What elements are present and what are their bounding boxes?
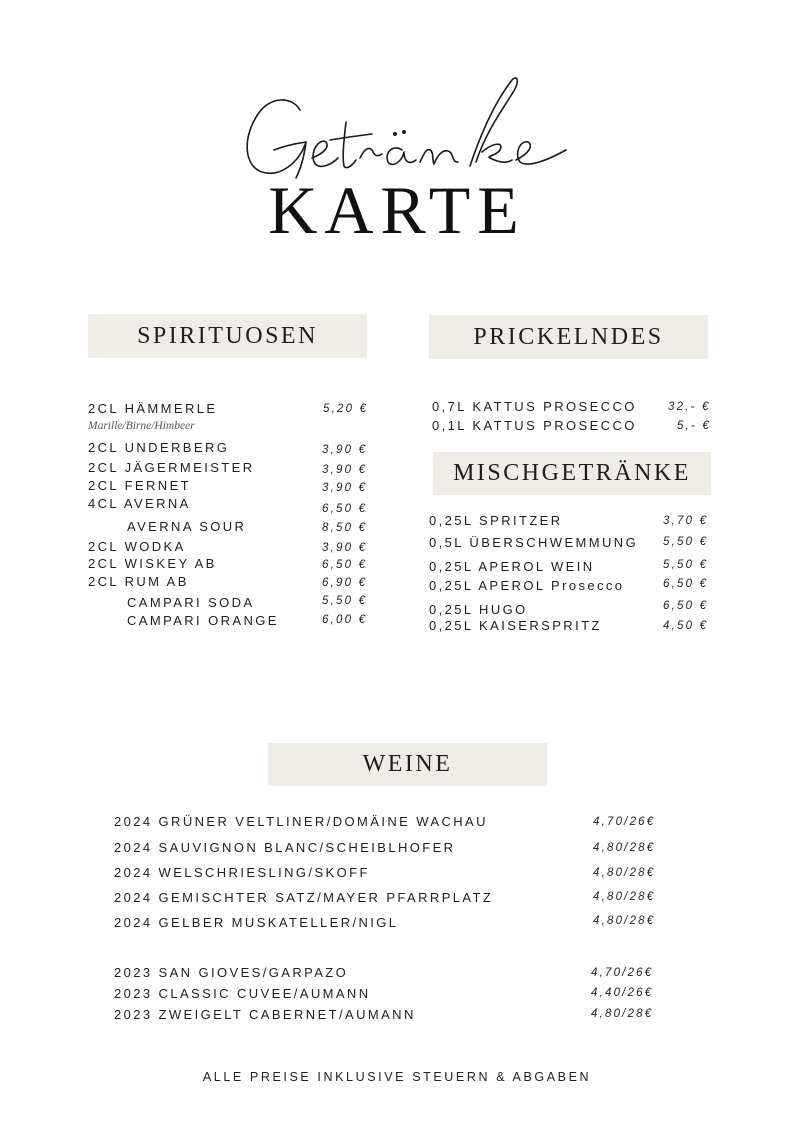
wine-item-price: 4,40/26€ [591,987,654,999]
menu-item-name: 2CL WISKEY AB [88,556,217,571]
menu-item-name: 2CL HÄMMERLE [88,401,218,416]
menu-item-price: 4,50 € [663,620,709,632]
menu-item-price: 6,50 € [322,559,368,571]
menu-item-name: 0,25L APEROL Prosecco [429,578,625,593]
menu-item-price: 5,50 € [663,536,709,548]
menu-item-name: 0,25L APEROL WEIN [429,559,595,574]
menu-item-price: 32,- € [668,401,711,413]
wine-item-name: 2024 SAUVIGNON BLANC/SCHEIBLHOFER [114,840,456,855]
wine-item-price: 4,80/28€ [593,915,656,927]
menu-item-price: 5,50 € [322,595,368,607]
menu-item-name: 0,25L HUGO [429,602,528,617]
menu-item-name: 2CL UNDERBERG [88,440,230,455]
menu-item-price: 5,20 € [323,403,369,415]
section-header-spirituosen: SPIRITUOSEN [88,314,367,358]
footer-note: ALLE PREISE INKLUSIVE STEUERN & ABGABEN [202,1070,592,1084]
menu-item-price: 3,90 € [322,444,368,456]
menu-item-name: 2CL FERNET [88,478,191,493]
wine-item-name: 2023 ZWEIGELT CABERNET/AUMANN [114,1007,416,1022]
menu-item-name: 0,5L ÜBERSCHWEMMUNG [429,535,639,550]
menu-item-name: 0,1L KATTUS PROSECCO [432,418,637,433]
menu-item-name: 0,25L SPRITZER [429,513,563,528]
menu-item-name: 4CL AVERNA [88,496,191,511]
menu-item-name: AVERNA SOUR [127,519,247,534]
menu-item-price: 8,50 € [322,522,368,534]
menu-item-name: 2CL JÄGERMEISTER [88,460,255,475]
menu-item-price: 6,00 € [322,614,368,626]
wine-item-price: 4,70/26€ [593,816,656,828]
menu-item-name: 2CL WODKA [88,539,186,554]
menu-item-price: 3,70 € [663,515,709,527]
menu-item-name: 0,7L KATTUS PROSECCO [432,399,637,414]
menu-item-price: 6,50 € [663,600,709,612]
menu-item-name: CAMPARI SODA [127,595,255,610]
wine-item-price: 4,80/28€ [593,891,656,903]
menu-item-name: 2CL RUM AB [88,574,189,589]
section-header-weine: WEINE [268,743,547,786]
wine-item-name: 2024 WELSCHRIESLING/SKOFF [114,865,370,880]
wine-item-price: 4,80/28€ [593,842,656,854]
section-header-prickelndes: PRICKELNDES [429,315,708,359]
menu-item-price: 6,90 € [322,577,368,589]
menu-item-note: Marille/Birne/Himbeer [88,420,195,432]
wine-item-name: 2023 CLASSIC CUVEE/AUMANN [114,986,371,1001]
menu-item-price: 3,90 € [322,542,368,554]
section-header-mischgetraenke: MISCHGETRÄNKE [433,452,711,495]
menu-item-name: CAMPARI ORANGE [127,613,279,628]
wine-item-name: 2024 GRÜNER VELTLINER/DOMÄINE WACHAU [114,814,488,829]
menu-item-name: 0,25L KAISERSPRITZ [429,618,602,633]
main-title: KARTE [268,172,526,248]
wine-item-name: 2023 SAN GIOVES/GARPAZO [114,965,349,980]
menu-item-price: 6,50 € [663,578,709,590]
menu-item-price: 3,90 € [322,464,368,476]
menu-item-price: 5,50 € [663,559,709,571]
menu-item-price: 5,- € [677,420,712,432]
wine-item-price: 4,80/28€ [593,867,656,879]
wine-item-price: 4,80/28€ [591,1008,654,1020]
menu-item-price: 3,90 € [322,482,368,494]
wine-item-name: 2024 GELBER MUSKATELLER/NIGL [114,915,399,930]
menu-item-price: 6,50 € [322,503,368,515]
wine-item-name: 2024 GEMISCHTER SATZ/MAYER PFARRPLATZ [114,890,494,905]
wine-item-price: 4,70/26€ [591,967,654,979]
